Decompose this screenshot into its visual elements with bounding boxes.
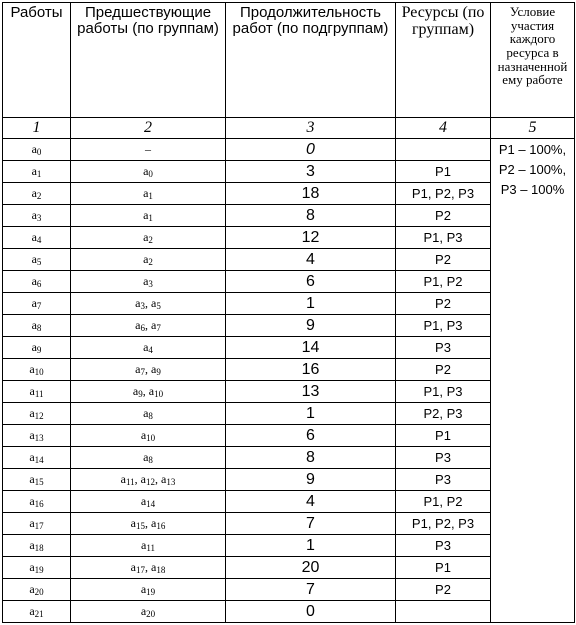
table-row bbox=[3, 227, 575, 249]
work-cell bbox=[3, 601, 71, 623]
predecessor-token: a bbox=[130, 516, 136, 530]
predecessor-cell bbox=[71, 535, 226, 557]
work-index: 7 bbox=[36, 301, 42, 311]
work-cell bbox=[3, 249, 71, 271]
work-cell bbox=[3, 425, 71, 447]
resource-cell bbox=[396, 139, 491, 161]
work-index: 16 bbox=[34, 499, 44, 509]
predecessor-token: – bbox=[145, 142, 151, 156]
duration-cell: 12 bbox=[226, 227, 396, 249]
predecessor-token: a bbox=[143, 274, 149, 288]
table-row bbox=[3, 293, 575, 315]
predecessor-token: , bbox=[145, 560, 151, 574]
work-letter: a bbox=[29, 604, 35, 618]
predecessor-token: a bbox=[143, 186, 149, 200]
work-cell bbox=[3, 271, 71, 293]
predecessor-token: a bbox=[143, 406, 149, 420]
work-letter: a bbox=[31, 142, 37, 156]
predecessor-token: a bbox=[161, 472, 167, 486]
work-cell bbox=[3, 315, 71, 337]
table-row bbox=[3, 359, 575, 381]
predecessor-token: a bbox=[141, 538, 147, 552]
table-row bbox=[3, 535, 575, 557]
work-index: 12 bbox=[34, 411, 44, 421]
column-number: 5 bbox=[491, 118, 575, 139]
predecessor-token: a bbox=[140, 582, 147, 596]
table-row bbox=[3, 381, 575, 403]
column-number: 2 bbox=[71, 118, 226, 139]
predecessor-token: a bbox=[143, 164, 149, 178]
table-row bbox=[3, 579, 575, 601]
work-cell bbox=[3, 579, 71, 601]
predecessor-token: a bbox=[135, 362, 141, 376]
predecessor-cell bbox=[71, 513, 226, 535]
predecessor-token: a bbox=[140, 604, 147, 618]
predecessor-index: 10 bbox=[146, 433, 156, 443]
column-number: 1 bbox=[3, 118, 71, 139]
condition-line: P2 – 100%, bbox=[498, 162, 567, 178]
header-duration: Продолжительность работ (по подгруппам) bbox=[226, 3, 396, 118]
work-cell bbox=[3, 381, 71, 403]
duration-cell: 6 bbox=[226, 425, 396, 447]
work-letter: a bbox=[31, 186, 37, 200]
duration-cell: 0 bbox=[226, 139, 396, 161]
resource-cell: P3 bbox=[396, 469, 491, 491]
predecessor-index: 7 bbox=[140, 367, 145, 377]
condition-line: P3 – 100% bbox=[500, 182, 565, 198]
predecessor-cell bbox=[71, 139, 226, 161]
predecessor-token: a bbox=[143, 208, 149, 222]
predecessor-token: a bbox=[143, 230, 149, 244]
duration-cell: 20 bbox=[226, 557, 396, 579]
work-letter: a bbox=[31, 252, 37, 266]
table-row bbox=[3, 337, 575, 359]
predecessor-index: 19 bbox=[146, 587, 156, 597]
predecessor-index: 5 bbox=[156, 301, 161, 311]
work-letter: a bbox=[31, 274, 37, 288]
duration-cell: 1 bbox=[226, 293, 396, 315]
predecessor-index: 10 bbox=[154, 389, 164, 399]
predecessor-index: 2 bbox=[148, 257, 153, 267]
work-index: 15 bbox=[34, 477, 44, 487]
table-row bbox=[3, 183, 575, 205]
work-cell bbox=[3, 513, 71, 535]
predecessor-token: , bbox=[134, 472, 141, 486]
predecessor-cell bbox=[71, 557, 226, 579]
predecessor-index: 2 bbox=[148, 235, 153, 245]
condition-line: P1 – 100%, bbox=[498, 142, 567, 157]
resource-cell: P3 bbox=[396, 447, 491, 469]
predecessor-index: 1 bbox=[148, 191, 153, 201]
predecessor-cell bbox=[71, 293, 226, 315]
table-row bbox=[3, 249, 575, 271]
predecessor-cell bbox=[71, 249, 226, 271]
table-row bbox=[3, 205, 575, 227]
work-index: 6 bbox=[36, 279, 42, 289]
resource-cell: P3 bbox=[396, 337, 491, 359]
resource-cell: P2 bbox=[396, 293, 491, 315]
duration-cell: 0 bbox=[226, 601, 396, 623]
predecessor-cell bbox=[71, 315, 226, 337]
predecessor-token: a bbox=[130, 560, 136, 574]
table-row bbox=[3, 425, 575, 447]
resource-cell: P1, P3 bbox=[396, 227, 491, 249]
resource-cell: P1 bbox=[396, 161, 491, 183]
work-letter: a bbox=[31, 296, 37, 310]
predecessor-cell bbox=[71, 403, 226, 425]
work-cell bbox=[3, 557, 71, 579]
work-cell bbox=[3, 293, 71, 315]
duration-cell: 13 bbox=[226, 381, 396, 403]
predecessor-token: , bbox=[145, 296, 151, 310]
duration-cell: 1 bbox=[226, 535, 396, 557]
work-letter: a bbox=[29, 428, 35, 442]
predecessor-token: a bbox=[151, 296, 157, 310]
duration-cell: 9 bbox=[226, 469, 396, 491]
predecessor-cell bbox=[71, 491, 226, 513]
predecessor-cell bbox=[71, 359, 226, 381]
resource-cell: P2 bbox=[396, 205, 491, 227]
predecessor-cell bbox=[71, 447, 226, 469]
work-cell bbox=[3, 161, 71, 183]
work-letter: a bbox=[29, 494, 35, 508]
predecessor-cell bbox=[71, 183, 226, 205]
predecessor-index: 6 bbox=[140, 323, 145, 333]
resource-cell: P2, P3 bbox=[396, 403, 491, 425]
work-letter: a bbox=[29, 384, 35, 398]
predecessor-cell bbox=[71, 469, 226, 491]
table-row bbox=[3, 139, 575, 161]
duration-cell: 3 bbox=[226, 161, 396, 183]
predecessor-token: a bbox=[140, 472, 146, 486]
work-index: 1 bbox=[36, 169, 42, 179]
duration-cell: 4 bbox=[226, 249, 396, 271]
work-cell bbox=[3, 535, 71, 557]
work-index: 18 bbox=[34, 543, 44, 553]
predecessor-cell bbox=[71, 227, 226, 249]
predecessor-index: 9 bbox=[138, 389, 143, 399]
work-index: 10 bbox=[34, 367, 44, 377]
predecessor-index: 20 bbox=[146, 609, 156, 619]
work-index: 9 bbox=[36, 345, 42, 355]
duration-cell: 6 bbox=[226, 271, 396, 293]
table-row bbox=[3, 469, 575, 491]
duration-cell: 8 bbox=[226, 205, 396, 227]
resource-cell: P1, P3 bbox=[396, 381, 491, 403]
work-letter: a bbox=[29, 560, 35, 574]
work-index: 5 bbox=[36, 257, 42, 267]
resource-cell: P3 bbox=[396, 535, 491, 557]
table-row bbox=[3, 601, 575, 623]
work-cell bbox=[3, 469, 71, 491]
predecessor-token: a bbox=[140, 494, 147, 508]
work-letter: a bbox=[29, 472, 35, 486]
table-row bbox=[3, 447, 575, 469]
work-cell bbox=[3, 139, 71, 161]
resource-cell: P1 bbox=[396, 425, 491, 447]
predecessor-index: 14 bbox=[146, 499, 156, 509]
predecessor-index: 4 bbox=[148, 345, 153, 355]
work-cell bbox=[3, 337, 71, 359]
resource-cell bbox=[396, 601, 491, 623]
table-row bbox=[3, 557, 575, 579]
duration-cell: 8 bbox=[226, 447, 396, 469]
predecessor-token: a bbox=[120, 472, 126, 486]
work-index: 3 bbox=[36, 213, 42, 223]
predecessor-cell bbox=[71, 271, 226, 293]
predecessor-cell bbox=[71, 381, 226, 403]
resource-cell: P2 bbox=[396, 249, 491, 271]
work-letter: a bbox=[29, 362, 35, 376]
work-letter: a bbox=[31, 318, 37, 332]
work-letter: a bbox=[31, 208, 37, 222]
predecessor-token: a bbox=[132, 384, 139, 398]
predecessor-token: , bbox=[145, 318, 151, 332]
duration-cell: 14 bbox=[226, 337, 396, 359]
work-letter: a bbox=[31, 340, 37, 354]
work-cell bbox=[3, 227, 71, 249]
resource-cell: P1, P2 bbox=[396, 491, 491, 513]
work-letter: a bbox=[29, 406, 35, 420]
predecessor-index: 16 bbox=[156, 521, 166, 531]
resource-cell: P2 bbox=[396, 579, 491, 601]
table-row bbox=[3, 271, 575, 293]
predecessor-index: 9 bbox=[156, 367, 161, 377]
duration-cell: 18 bbox=[226, 183, 396, 205]
duration-cell: 1 bbox=[226, 403, 396, 425]
work-cell bbox=[3, 491, 71, 513]
header-condition: Условие участия каждого ресурса в назначенной ему работе bbox=[491, 3, 575, 118]
work-cell bbox=[3, 447, 71, 469]
predecessor-cell bbox=[71, 205, 226, 227]
predecessor-index: 3 bbox=[140, 301, 145, 311]
header-row bbox=[3, 3, 575, 118]
work-index: 8 bbox=[36, 323, 42, 333]
column-number: 3 bbox=[226, 118, 396, 139]
predecessor-index: 13 bbox=[166, 477, 176, 487]
predecessor-token: , bbox=[145, 362, 151, 376]
work-index: 21 bbox=[34, 609, 44, 619]
predecessor-index: 11 bbox=[146, 543, 155, 553]
predecessor-index: 18 bbox=[156, 565, 166, 575]
predecessor-cell bbox=[71, 601, 226, 623]
work-letter: a bbox=[29, 582, 35, 596]
work-cell bbox=[3, 359, 71, 381]
work-index: 4 bbox=[36, 235, 42, 245]
predecessor-index: 12 bbox=[146, 477, 155, 487]
resource-cell: P1, P3 bbox=[396, 315, 491, 337]
column-number: 4 bbox=[396, 118, 491, 139]
duration-cell: 4 bbox=[226, 491, 396, 513]
resource-cell: P1, P2, P3 bbox=[396, 183, 491, 205]
predecessor-index: 17 bbox=[136, 565, 145, 575]
work-index: 20 bbox=[34, 587, 44, 597]
work-cell bbox=[3, 205, 71, 227]
work-index: 11 bbox=[34, 389, 44, 399]
predecessor-index: 8 bbox=[148, 455, 153, 465]
resource-cell: P1 bbox=[396, 557, 491, 579]
predecessor-cell bbox=[71, 337, 226, 359]
predecessor-cell bbox=[71, 579, 226, 601]
predecessor-token: a bbox=[135, 318, 141, 332]
predecessor-token: a bbox=[140, 428, 147, 442]
work-letter: a bbox=[31, 164, 37, 178]
predecessor-token: a bbox=[151, 560, 157, 574]
resource-cell: P1, P2, P3 bbox=[396, 513, 491, 535]
work-index: 0 bbox=[36, 147, 42, 157]
predecessor-token: a bbox=[143, 252, 149, 266]
predecessor-token: , bbox=[155, 472, 161, 486]
predecessor-token: a bbox=[143, 340, 149, 354]
predecessor-cell bbox=[71, 161, 226, 183]
predecessor-index: 8 bbox=[148, 411, 153, 421]
table-row bbox=[3, 403, 575, 425]
work-resource-table bbox=[2, 2, 575, 623]
work-letter: a bbox=[31, 230, 37, 244]
work-index: 14 bbox=[34, 455, 44, 465]
header-predecessors: Предшествующие работы (по группам) bbox=[71, 3, 226, 118]
header-resources: Ресурсы (по группам) bbox=[396, 3, 491, 118]
resource-cell: P2 bbox=[396, 359, 491, 381]
predecessor-token: a bbox=[143, 450, 149, 464]
work-letter: a bbox=[29, 516, 35, 530]
work-index: 19 bbox=[34, 565, 44, 575]
work-cell bbox=[3, 403, 71, 425]
predecessor-token: a bbox=[151, 362, 157, 376]
work-letter: a bbox=[29, 538, 35, 552]
predecessor-index: 0 bbox=[148, 169, 153, 179]
predecessor-index: 1 bbox=[148, 213, 153, 223]
predecessor-token: a bbox=[135, 296, 141, 310]
duration-cell: 7 bbox=[226, 513, 396, 535]
table-body bbox=[3, 139, 575, 623]
predecessor-cell bbox=[71, 425, 226, 447]
resource-cell: P1, P2 bbox=[396, 271, 491, 293]
condition-cell bbox=[491, 139, 575, 623]
table-row bbox=[3, 161, 575, 183]
duration-cell: 9 bbox=[226, 315, 396, 337]
table-row bbox=[3, 491, 575, 513]
predecessor-index: 11 bbox=[126, 477, 135, 487]
predecessor-index: 7 bbox=[156, 323, 161, 333]
duration-cell: 7 bbox=[226, 579, 396, 601]
predecessor-token: , bbox=[142, 384, 149, 398]
header-works: Работы bbox=[3, 3, 71, 118]
predecessor-token: , bbox=[145, 516, 151, 530]
work-index: 2 bbox=[36, 191, 42, 201]
predecessor-token: a bbox=[151, 318, 157, 332]
table-row bbox=[3, 315, 575, 337]
predecessor-index: 15 bbox=[136, 521, 145, 531]
duration-cell: 16 bbox=[226, 359, 396, 381]
column-number-row bbox=[3, 118, 575, 139]
work-index: 13 bbox=[34, 433, 44, 443]
predecessor-token: a bbox=[151, 516, 157, 530]
work-index: 17 bbox=[34, 521, 44, 531]
predecessor-token: a bbox=[148, 384, 155, 398]
work-letter: a bbox=[29, 450, 35, 464]
predecessor-index: 3 bbox=[148, 279, 153, 289]
table-row bbox=[3, 513, 575, 535]
work-cell bbox=[3, 183, 71, 205]
